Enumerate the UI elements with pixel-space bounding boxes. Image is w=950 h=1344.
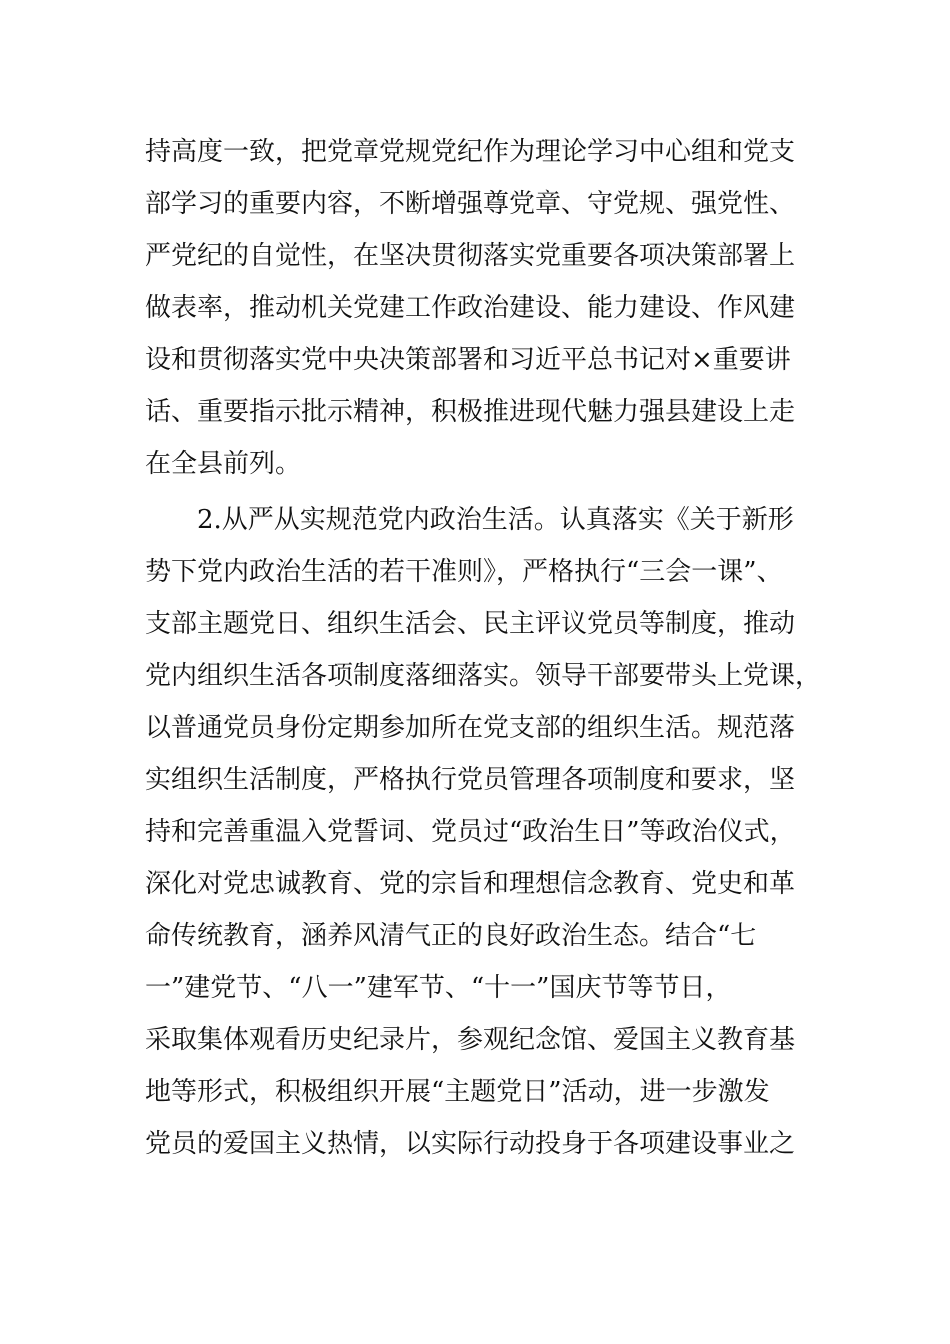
text-line: 一”建党节、“八一”建军节、“十一”国庆节等节日， bbox=[145, 973, 732, 1003]
text-line bbox=[145, 1170, 805, 1222]
text-line: 2.从严从实规范党内政治生活。认真落实《关于新形 bbox=[145, 505, 794, 535]
text-line: 在全县前列。 bbox=[145, 449, 302, 479]
text-line: 党员的爱国主义热情，以实际行动投身于各项建设事业之 bbox=[145, 1129, 796, 1159]
text-line: 命传统教育，涵养风清气正的良好政治生态。结合“七 bbox=[145, 921, 757, 951]
text-line: 持和完善重温入党誓词、党员过“政治生日”等政治仪式， bbox=[145, 817, 796, 847]
text-line: 做表率，推动机关党建工作政治建设、能力建设、作风建 bbox=[145, 293, 796, 323]
text-line: 设和贯彻落实党中央决策部署和习近平总书记对×重要讲 bbox=[145, 345, 791, 375]
text-line: 以普通党员身份定期参加所在党支部的组织生活。规范落 bbox=[145, 713, 796, 743]
text-line: 严党纪的自觉性，在坚决贯彻落实党重要各项决策部署上 bbox=[145, 241, 796, 271]
text-line: 势下党内政治生活的若干准则》，严格执行“三会一课”、 bbox=[145, 557, 783, 587]
paragraph-2 bbox=[145, 494, 822, 1222]
text-line: 话、重要指示批示精神，积极推进现代魅力强县建设上走 bbox=[145, 397, 796, 427]
text-line: 党内组织生活各项制度落细落实。领导干部要带头上党课， bbox=[145, 661, 822, 691]
text-line: 持高度一致，把党章党规党纪作为理论学习中心组和党支 bbox=[145, 137, 796, 167]
text-line: 地等形式，积极组织开展“主题党日”活动，进一步激发 bbox=[145, 1077, 770, 1107]
text-line: 采取集体观看历史纪录片，参观纪念馆、爱国主义教育基 bbox=[145, 1025, 796, 1055]
paragraph-1 bbox=[145, 126, 805, 490]
text-line: 实组织生活制度，严格执行党员管理各项制度和要求，坚 bbox=[145, 765, 796, 795]
text-line: 支部主题党日、组织生活会、民主评议党员等制度，推动 bbox=[145, 609, 796, 639]
text-line: 深化对党忠诚教育、党的宗旨和理想信念教育、党史和革 bbox=[145, 869, 796, 899]
text-line: 部学习的重要内容，不断增强尊党章、守党规、强党性、 bbox=[145, 189, 796, 219]
